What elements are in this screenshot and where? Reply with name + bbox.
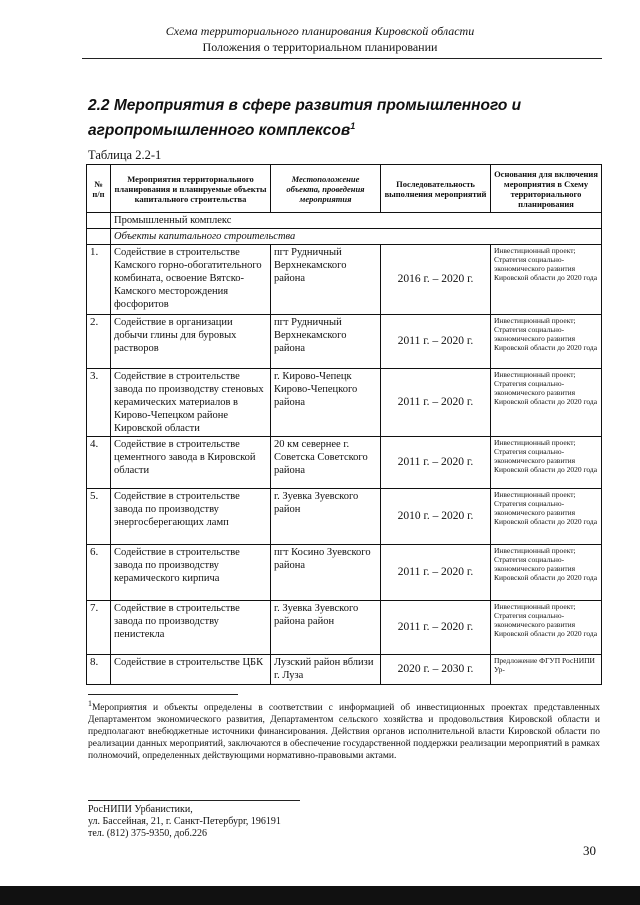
row-period: 2011 г. – 2020 г.	[381, 601, 491, 655]
row-number: 4.	[87, 437, 111, 489]
table-row	[87, 655, 602, 685]
row-number: 2.	[87, 315, 111, 369]
table-row	[87, 601, 602, 655]
row-location: пгт Рудничный Верхнекамского района	[271, 315, 381, 369]
row-basis: Инвестиционный проект; Стратегия социально-экономического развития Кировской области до 2020 года	[491, 545, 602, 601]
row-measure: Содействие в строительстве цементного завода в Кировской области	[111, 437, 271, 489]
row-location: Лузский район вблизи г. Луза	[271, 655, 381, 685]
row-basis: Предложение ФГУП РосНИПИ Ур-	[491, 655, 602, 685]
footnote-divider	[88, 694, 238, 695]
row-basis: Инвестиционный проект; Стратегия социально-экономического развития Кировской области до 2020 года	[491, 601, 602, 655]
header-sequence: Последовательность выполнения мероприятий	[381, 165, 491, 213]
table-row	[87, 489, 602, 545]
row-measure: Содействие в строительстве Камского горно-обогатительного комбината, освоение Вятско-Камского месторождения фосфоритов	[111, 245, 271, 315]
row-period: 2011 г. – 2020 г.	[381, 315, 491, 369]
row-number: 1.	[87, 245, 111, 315]
header-basis: Основания для включения мероприятия в Схему территориального планирования	[491, 165, 602, 213]
row-basis: Инвестиционный проект; Стратегия социально-экономического развития Кировской области до 2020 года	[491, 369, 602, 437]
row-period: 2011 г. – 2020 г.	[381, 369, 491, 437]
header-measures: Мероприятия территориального планирования и планируемые объекты капитального строительства	[111, 165, 271, 213]
section-title: 2.2 Мероприятия в сфере развития промышленного и агропромышленного комплексов$^1$	[88, 97, 522, 140]
footer-contacts	[88, 804, 281, 840]
group-row-industrial: Промышленный комплекс	[111, 213, 602, 229]
row-location: г. Зуевка Зуевского район	[271, 489, 381, 545]
row-measure: Содействие в строительстве завода по производству керамического кирпича	[111, 545, 271, 601]
row-basis: Инвестиционный проект; Стратегия социально-экономического развития Кировской области до 2020 года	[491, 489, 602, 545]
row-number: 3.	[87, 369, 111, 437]
row-period: 2011 г. – 2020 г.	[381, 437, 491, 489]
document-header-subtitle: Положения о территориальном планировании	[202, 40, 438, 54]
row-number: 7.	[87, 601, 111, 655]
row-location: г. Кирово-Чепецк Кирово-Чепецкого района	[271, 369, 381, 437]
footnote: $^1$Мероприятия и объекты определены в соответствии с информацией об инвестиционных проектах представленных Департаментом экономического развития, Департаментом сельского хозяйства и продовольствия Кировской области и предполагают внебюджетные источники финансирования. Действия органов исполнительной власти Кировской области по реализации данных мероприятий, заключаются в обеспечение государственной поддержки реализации мероприятий в рамках полномочий, определенных действующими нормативно-правовыми актами.	[88, 699, 600, 762]
row-number: 6.	[87, 545, 111, 601]
row-measure: Содействие в организации добычи глины для буровых растворов	[111, 315, 271, 369]
table-row	[87, 315, 602, 369]
row-period: 2020 г. – 2030 г.	[381, 655, 491, 685]
footer-address: ул. Бассейная, 21, г. Санкт-Петербург, 196191	[88, 816, 281, 827]
table-row	[87, 245, 602, 315]
document-header-title: Схема территориального планирования Кировской области	[165, 24, 475, 38]
table-row	[87, 545, 602, 601]
row-period: 2010 г. – 2020 г.	[381, 489, 491, 545]
header-location: Местоположение объекта, проведения мероприятия	[271, 165, 381, 213]
header-num: № п/п	[87, 165, 111, 213]
measures-table	[86, 164, 602, 685]
table-row	[87, 369, 602, 437]
row-location: 20 км севернее г. Советска Советского района	[271, 437, 381, 489]
table-label: Таблица 2.2-1	[88, 148, 162, 162]
page-number: 30	[583, 843, 596, 858]
row-period: 2016 г. – 2020 г.	[381, 245, 491, 315]
footnote-reference: 1	[350, 121, 356, 131]
row-measure: Содействие в строительстве завода по производству энергосберегающих ламп	[111, 489, 271, 545]
row-measure: Содействие в строительстве завода по производству стеновых керамических материалов в Кирово-Чепецком районе Кировской области	[111, 369, 271, 437]
header-divider	[82, 58, 602, 59]
table-row	[87, 437, 602, 489]
row-basis: Инвестиционный проект; Стратегия социально-экономического развития Кировской области до 2020 года	[491, 245, 602, 315]
footer-phone: тел. (812) 375-9350, доб.226	[88, 828, 207, 839]
row-basis: Инвестиционный проект; Стратегия социально-экономического развития Кировской области до 2020 года	[491, 315, 602, 369]
row-measure: Содействие в строительстве ЦБК	[111, 655, 271, 685]
row-period: 2011 г. – 2020 г.	[381, 545, 491, 601]
row-location: пгт Косино Зуевского района	[271, 545, 381, 601]
row-location: пгт Рудничный Верхнекамского района	[271, 245, 381, 315]
footer-divider	[88, 800, 300, 801]
row-number: 8.	[87, 655, 111, 685]
row-basis: Инвестиционный проект; Стратегия социально-экономического развития Кировской области до 2020 года	[491, 437, 602, 489]
subgroup-row-capital-construction: Объекты капитального строительства	[111, 229, 602, 245]
row-location: г. Зуевка Зуевского района район	[271, 601, 381, 655]
row-number: 5.	[87, 489, 111, 545]
row-measure: Содействие в строительстве завода по производству пенистекла	[111, 601, 271, 655]
footer-org: РосНИПИ Урбанистики,	[88, 804, 193, 815]
scan-bottom-bar	[0, 886, 640, 905]
